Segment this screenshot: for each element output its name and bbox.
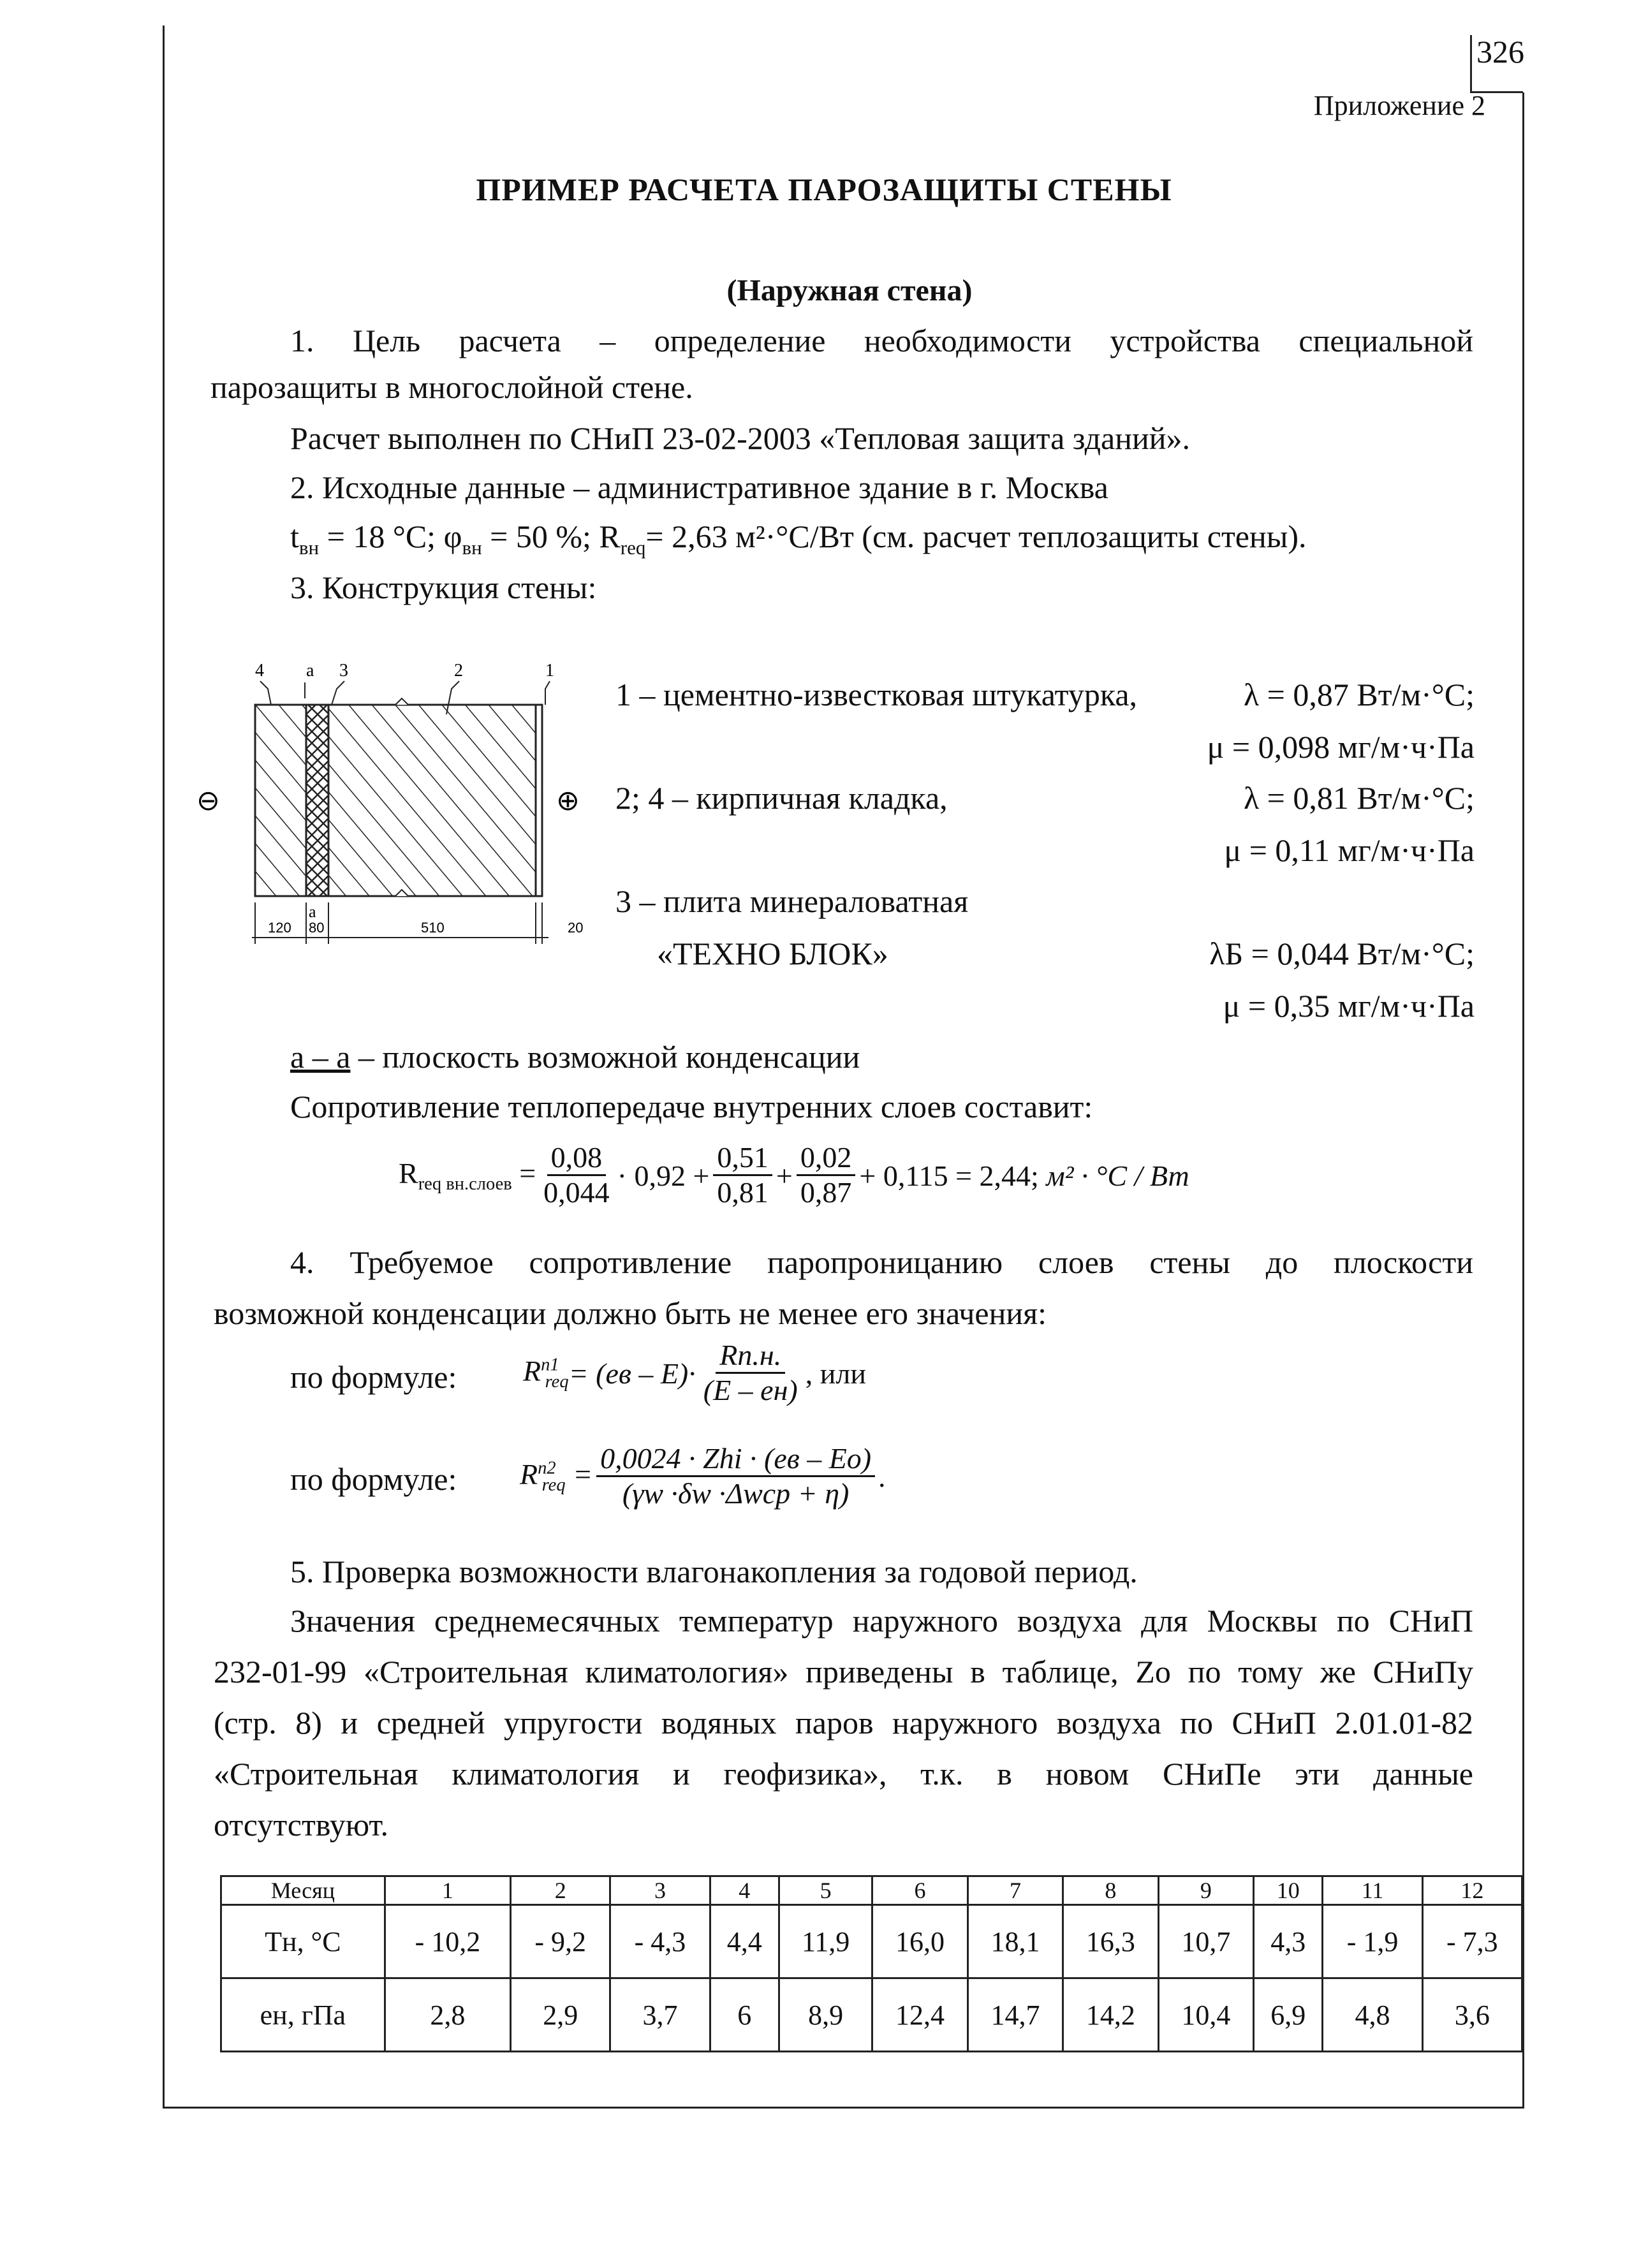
section4-line2: возможной конденсации должно быть не менее его значения: [214,1295,1047,1331]
page-frame-left [163,26,165,2108]
table-cell: 6,9 [1254,1978,1323,2052]
table-header-cell: 4 [710,1876,779,1905]
table-row-vapor-pressure [221,1978,1522,2052]
appendix-label: Приложение 2 [1313,90,1485,121]
table-cell: - 4,3 [610,1905,710,1978]
table-cell: - 7,3 [1422,1905,1522,1978]
table-header-cell: 7 [967,1876,1063,1905]
layer1-name: 1 – цементно-известковая штукатурка, [615,677,1138,712]
dimension-510: 510 [421,920,445,936]
plane-label-bottom: a [309,902,316,921]
section1-line3: Расчет выполнен по СНиП 23-02-2003 «Тепловая защита зданий». [290,420,1191,456]
table-header-cell: Месяц [221,1876,385,1905]
resistance-intro: Сопротивление теплопередаче внутренних слоев составит: [290,1089,1093,1124]
table-cell: 4,4 [710,1905,779,1978]
table-cell: Tн, °С [221,1905,385,1978]
layer1-lambda: λ = 0,87 Вт/м·°С; [1243,677,1475,712]
section5-para-line3: (стр. 8) и средней упругости водяных паров наружного воздуха по СНиП 2.01.01-82 [214,1705,1473,1741]
section4-line1: 4. Требуемое сопротивление паропроницанию слоев стены до плоскости [290,1244,1473,1280]
layer-label-2: 2 [454,661,463,681]
layer1-mu: μ = 0,098 мг/м·ч·Па [1207,729,1475,765]
layer-label-4: 4 [255,661,264,681]
layer-label-1: 1 [545,661,554,681]
table-cell: - 10,2 [385,1905,510,1978]
table-cell: 16,0 [872,1905,967,1978]
table-header-row [221,1876,1522,1905]
table-header-cell: 6 [872,1876,967,1905]
table-header-cell: 1 [385,1876,510,1905]
section2-params: $t_{вн} = 18$ °С; $\varphi_{вн} = 50$ %; $R_{req}= 2,63$ м²·°С/Вт (см. расчет теплозащиты стены). [290,519,1307,559]
table-header-cell: 10 [1254,1876,1323,1905]
table-row-temperature [221,1905,1522,1978]
section5-para-line2: 232-01-99 «Строительная климатология» приведены в таблице, Zо по тому же СНиПу [214,1654,1473,1690]
section5-last-line: отсутствуют. [214,1807,389,1843]
layer3-mu: μ = 0,35 мг/м·ч·Па [1223,988,1475,1024]
table-cell: 8,9 [779,1978,872,2052]
table-cell: 6 [710,1978,779,2052]
plane-label-top: a [306,661,314,681]
plus-sign-icon: ⊕ [556,784,580,817]
table-cell: 2,9 [511,1978,610,2052]
section5-para-line1: Значения среднемесячных температур наружного воздуха для Москвы по СНиП [290,1603,1473,1638]
dimension-20: 20 [568,920,584,936]
table-header-cell: 9 [1158,1876,1253,1905]
formula2-label: по формуле: [290,1461,457,1497]
page-frame-bottom [163,2107,1524,2109]
table-header-cell: 8 [1063,1876,1158,1905]
climate-table [220,1875,1523,2052]
page-subtitle: (Наружная стена) [726,274,973,307]
table-cell: 11,9 [779,1905,872,1978]
layer-label-3: 3 [339,661,348,681]
section1-line2: парозащиты в многослойной стене. [210,369,693,405]
table-header-cell: 3 [610,1876,710,1905]
table-cell: 12,4 [872,1978,967,2052]
table-cell: 14,2 [1063,1978,1158,2052]
dimension-120: 120 [268,920,291,936]
table-cell: - 9,2 [511,1905,610,1978]
table-header-cell: 2 [511,1876,610,1905]
table-cell: 2,8 [385,1978,510,2052]
table-cell: 3,6 [1422,1978,1522,2052]
vapor-formula-1: $R^{n1}_{req}$ = (eв – E)· $\frac{Rп.н.}{(E - eн)}$ , или [523,1339,866,1406]
table-cell: 18,1 [967,1905,1063,1978]
formula1-label: по формуле: [290,1359,457,1395]
section3-heading: 3. Конструкция стены: [290,570,597,605]
table-header-cell: 5 [779,1876,872,1905]
section1-line1: 1. Цель расчета – определение необходимости устройства специальной [290,323,1473,358]
table-cell: 4,8 [1323,1978,1422,2052]
page-title: ПРИМЕР РАСЧЕТА ПАРОЗАЩИТЫ СТЕНЫ [476,172,1172,207]
section5-para-line4: «Строительная климатология и геофизика», т.к. в новом СНиПе эти данные [214,1756,1473,1792]
table-header-cell: 11 [1323,1876,1422,1905]
section5-line1: 5. Проверка возможности влагонакопления за годовой период. [290,1554,1138,1589]
wall-section-diagram [191,657,600,963]
vapor-formula-2: $R^{n2}_{req}$ = $\frac{\text{0,0024 · Zhi · (eв – Eo)}}{\text{(γw ·δw ·Δwср + η)}}$ . [520,1442,887,1510]
table-header-cell: 12 [1422,1876,1522,1905]
page-frame-right [1522,92,1524,2108]
table-cell: 14,7 [967,1978,1063,2052]
section2-line1: 2. Исходные данные – административное здание в г. Москва [290,469,1108,505]
table-cell: 10,4 [1158,1978,1253,2052]
layer2-mu: μ = 0,11 мг/м·ч·Па [1224,832,1475,868]
resistance-formula: $R_{req вн.слоев}$ = $\frac{0,08}{0,044}$ · 0,92 + $\frac{0,51}{0,81}$ + $\frac{0,02}{0,87}$ + 0,115 = 2,44; м² · °С / Вт [399,1141,1189,1209]
table-cell: eн, гПа [221,1978,385,2052]
table-cell: 4,3 [1254,1905,1323,1978]
table-cell: - 1,9 [1323,1905,1422,1978]
layer2-name: 2; 4 – кирпичная кладка, [615,780,948,816]
page-number: 326 [1476,34,1524,70]
table-cell: 3,7 [610,1978,710,2052]
layer3-lambda: λБ = 0,044 Вт/м·°С; [1209,936,1475,971]
minus-sign-icon: ⊖ [196,784,220,817]
table-cell: 16,3 [1063,1905,1158,1978]
layer3-name: 3 – плита минераловатная [615,883,969,919]
dimension-80: 80 [309,920,325,936]
layer3-name2: «ТЕХНО БЛОК» [657,936,888,971]
layer2-lambda: λ = 0,81 Вт/м·°С; [1243,780,1475,816]
table-cell: 10,7 [1158,1905,1253,1978]
condensation-plane-note: а – а – плоскость возможной конденсации [290,1039,860,1075]
